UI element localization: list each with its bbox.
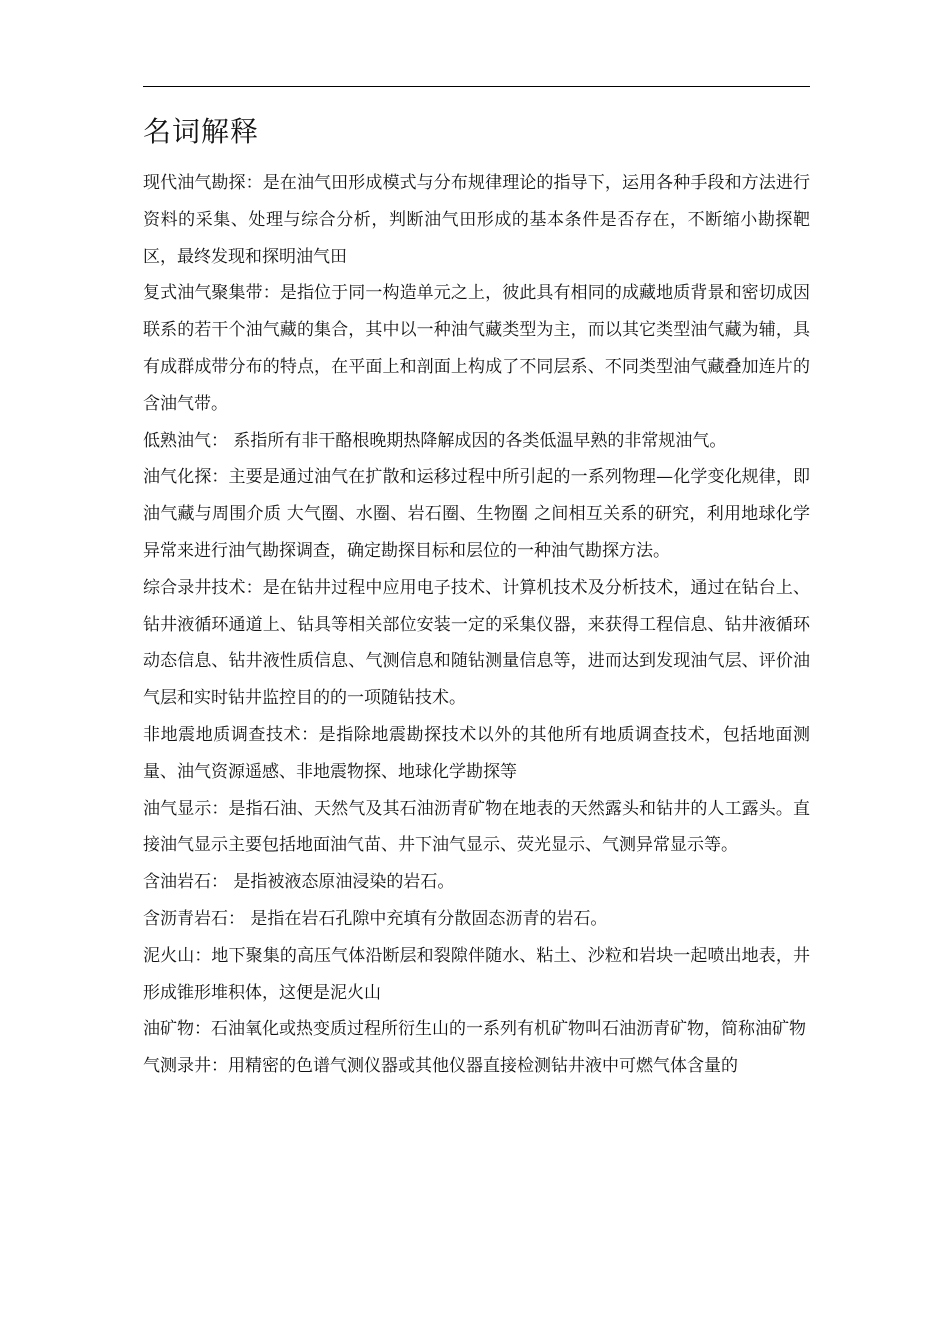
term-entry: 非地震地质调查技术：是指除地震勘探技术以外的其他所有地质调查技术，包括地面测量、油气资源遥感、非地震物探、地球化学勘探等: [143, 724, 810, 782]
term-list: [143, 165, 810, 1085]
term-entry: 现代油气勘探：是在油气田形成模式与分布规律理论的指导下，运用各种手段和方法进行资料的采集、处理与综合分析，判断油气田形成的基本条件是否存在，不断缩小勘探靶区，最终发现和探明油气田: [143, 173, 810, 267]
header-rule: [143, 86, 810, 87]
term-entry: 油气显示：是指石油、天然气及其石油沥青矿物在地表的天然露头和钻井的人工露头。直接油气显示主要包括地面油气苗、井下油气显示、荧光显示、气测异常显示等。: [143, 798, 810, 856]
term-entry: 泥火山：地下聚集的高压气体沿断层和裂隙伴随水、粘土、沙粒和岩块一起喷出地表，井形成锥形堆积体，这便是泥火山: [143, 945, 810, 1003]
page-title: 名词解释: [143, 115, 260, 148]
term-entry: 含沥青岩石： 是指在岩石孔隙中充填有分散固态沥青的岩石。: [143, 908, 608, 929]
term-entry: 油矿物：石油氧化或热变质过程所衍生山的一系列有机矿物叫石油沥青矿物，简称油矿物: [143, 1019, 806, 1040]
term-entry: 气测录井：用精密的色谱气测仪器或其他仪器直接检测钻井液中可燃气体含量的: [143, 1056, 738, 1077]
term-entry: 综合录井技术：是在钻井过程中应用电子技术、计算机技术及分析技术，通过在钻台上、钻井液循环通道上、钻具等相关部位安装一定的采集仪器，来获得工程信息、钻井液循环动态信息、钻井液性质信息、气测信息和随钻测量信息等，进而达到发现油气层、评价油气层和实时钻井监控目的的一项随钻技术。: [143, 577, 810, 709]
term-entry: 复式油气聚集带：是指位于同一构造单元之上，彼此具有相同的成藏地质背景和密切成因联系的若干个油气藏的集合，其中以一种油气藏类型为主，而以其它类型油气藏为辅，具有成群成带分布的特点，在平面上和剖面上构成了不同层系、不同类型油气藏叠加连片的含油气带。: [143, 283, 810, 414]
term-entry: 含油岩石： 是指被液态原油浸染的岩石。: [143, 872, 455, 893]
term-entry: 低熟油气： 系指所有非干酪根晚期热降解成因的各类低温早熟的非常规油气。: [143, 430, 727, 451]
term-entry: 油气化探：主要是通过油气在扩散和运移过程中所引起的一系列物理—化学变化规律，即油气藏与周围介质 大气圈、水圈、岩石圈、生物圈 之间相互关系的研究，利用地球化学异常来进行油气勘探调查，确定勘探目标和层位的一种油气勘探方法。: [143, 467, 810, 561]
